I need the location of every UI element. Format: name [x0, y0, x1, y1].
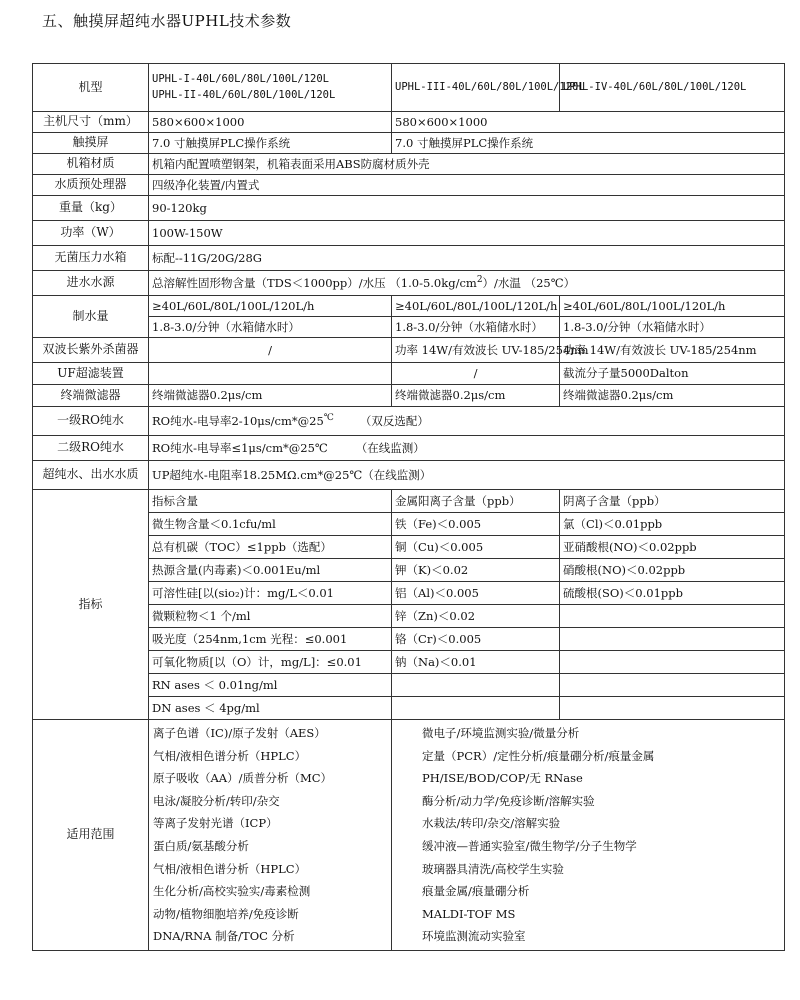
indicator-cell: 总有机碳（TOC）≤1ppb（选配） — [149, 536, 392, 559]
indicator-cell: RN ases ＜ 0.01ng/ml — [149, 674, 392, 697]
model-col1-line2: UPHL-II-40L/60L/80L/100L/120L — [152, 88, 336, 101]
ultra-label: 超纯水、出水水质 — [33, 461, 149, 490]
row-ro1 — [33, 407, 785, 436]
uf-col3: 截流分子量5000Dalton — [560, 363, 785, 385]
indicators-label: 指标 — [33, 490, 149, 720]
row-power — [33, 221, 785, 246]
application-item: 等离子发射光谱（ICP） — [153, 816, 278, 831]
indicator-cell — [392, 674, 560, 697]
case-value: 机箱内配置喷塑钢架，机箱表面采用ABS防腐材质外壳 — [149, 154, 785, 175]
touch-label: 触摸屏 — [33, 133, 149, 154]
indicator-cell: 硝酸根(NO)＜0.02ppb — [560, 559, 785, 582]
indicator-cell — [560, 674, 785, 697]
model-col2: UPHL-III-40L/60L/80L/100L/120L — [392, 64, 560, 112]
production-label: 制水量 — [33, 296, 149, 338]
application-item: MALDI-TOF MS — [422, 906, 516, 921]
application-item: 定量（PCR）/定性分析/痕量硼分析/痕量金属 — [422, 748, 655, 763]
row-ro2 — [33, 436, 785, 461]
uf-col2: / — [392, 363, 560, 385]
tank-value: 标配--11G/20G/28G — [149, 246, 785, 271]
row-pretreat — [33, 175, 785, 196]
indicator-cell: 钾（K)＜0.02 — [392, 559, 560, 582]
indicator-cell: 亚硝酸根(NO)＜0.02ppb — [560, 536, 785, 559]
indicator-cell: 铝（Al)＜0.005 — [392, 582, 560, 605]
application-item: 生化分析/高校实验实/毒素检测 — [153, 884, 311, 899]
uv-col2: 功率 14W/有效波长 UV-185/254nm — [392, 338, 560, 363]
row-case — [33, 154, 785, 175]
uv-col3: 功率 14W/有效波长 UV-185/254nm — [560, 338, 785, 363]
indicator-cell — [392, 697, 560, 720]
indicator-header-2: 金属阳离子含量（ppb） — [392, 490, 560, 513]
terminal-col3: 终端微滤器0.2μs/cm — [560, 385, 785, 407]
production-flow-3: ≥40L/60L/80L/100L/120L/h — [560, 296, 785, 317]
ro1-unit: ℃ — [323, 413, 334, 424]
applications-right — [392, 720, 785, 951]
application-item: 水栽法/转印/杂交/溶解实验 — [422, 816, 561, 831]
row-weight — [33, 196, 785, 221]
uv-label: 双波长紫外杀菌器 — [33, 338, 149, 363]
terminal-col2: 终端微滤器0.2μs/cm — [392, 385, 560, 407]
row-terminal — [33, 385, 785, 407]
spec-table — [32, 63, 785, 951]
row-production-flow — [33, 296, 785, 317]
terminal-col1: 终端微滤器0.2μs/cm — [149, 385, 392, 407]
indicator-cell: 铜（Cu)＜0.005 — [392, 536, 560, 559]
ro1-text: RO纯水-电导率2-10μs/cm*@25 — [152, 413, 324, 428]
ro2-label: 二级RO纯水 — [33, 436, 149, 461]
indicator-cell: 铬（Cr)＜0.005 — [392, 628, 560, 651]
row-uv — [33, 338, 785, 363]
application-item: 动物/植物细胞培养/免疫诊断 — [153, 906, 299, 921]
inlet-label: 进水水源 — [33, 271, 149, 296]
application-item: 离子色谱（IC)/原子发射（AES） — [153, 726, 326, 740]
application-item: 原子吸收（AA）/质普分析（MC） — [153, 771, 333, 786]
production-rate-3: 1.8-3.0/分钟（水箱储水时） — [560, 317, 785, 338]
page-title: 五、触摸屏超纯水器UPHL技术参数 — [42, 12, 292, 30]
model-label: 机型 — [33, 64, 149, 112]
indicator-cell: 吸光度（254nm,1cm 光程：≤0.001 — [149, 628, 392, 651]
model-col1 — [149, 64, 392, 112]
production-flow-2: ≥40L/60L/80L/100L/120L/h — [392, 296, 560, 317]
production-flow-1: ≥40L/60L/80L/100L/120L/h — [149, 296, 392, 317]
application-item: 酶分析/动力学/免疫诊断/溶解实验 — [422, 793, 595, 808]
ro1-label: 一级RO纯水 — [33, 407, 149, 436]
production-rate-1: 1.8-3.0/分钟（水箱储水时） — [149, 317, 392, 338]
application-item: 蛋白质/氨基酸分析 — [153, 838, 249, 853]
inlet-sup: 2 — [476, 275, 483, 286]
application-item: DNA/RNA 制备/TOC 分析 — [153, 929, 295, 944]
touch-col2: 7.0 寸触摸屏PLC操作系统 — [392, 133, 785, 154]
inlet-value-b: ）/水温 （25℃） — [482, 275, 576, 290]
indicator-cell — [560, 628, 785, 651]
case-label: 机箱材质 — [33, 154, 149, 175]
uf-label: UF超滤装置 — [33, 363, 149, 385]
row-touch — [33, 133, 785, 154]
application-item: 玻璃器具清洗/高校学生实验 — [422, 861, 564, 876]
model-col1-line1: UPHL-I-40L/60L/80L/100L/120L — [152, 73, 330, 86]
uf-col1 — [149, 363, 392, 385]
power-label: 功率（W） — [33, 221, 149, 246]
pretreat-label: 水质预处理器 — [33, 175, 149, 196]
application-item: 微电子/环境监测实验/微量分析 — [422, 726, 580, 740]
ro1-value — [149, 407, 785, 436]
indicator-cell: 钠（Na)＜0.01 — [392, 651, 560, 674]
indicator-cell: 热源含量(内毒素)＜0.001Eu/ml — [149, 559, 392, 582]
indicator-cell — [560, 697, 785, 720]
ro1-note: （双反选配） — [359, 413, 429, 428]
application-item: 电泳/凝胶分析/转印/杂交 — [153, 793, 280, 808]
indicator-cell: 锌（Zn)＜0.02 — [392, 605, 560, 628]
inlet-value — [149, 271, 785, 296]
indicator-header-1: 指标含量 — [149, 490, 392, 513]
power-value: 100W-150W — [149, 221, 785, 246]
terminal-label: 终端微滤器 — [33, 385, 149, 407]
pretreat-value: 四级净化装置/内置式 — [149, 175, 785, 196]
ultra-value: UP超纯水-电阻率18.25MΩ.cm*@25℃（在线监测） — [149, 461, 785, 490]
ro2-text: RO纯水-电导率≤1μs/cm*@25℃ — [152, 440, 328, 455]
model-col3: UPHL-IV-40L/60L/80L/100L/120L — [560, 64, 785, 112]
ro2-note: （在线监测） — [355, 440, 425, 455]
application-item: 环境监测流动实验室 — [422, 929, 526, 944]
weight-value: 90-120kg — [149, 196, 785, 221]
size-col1: 580×600×1000 — [149, 112, 392, 133]
uv-col1: / — [149, 338, 392, 363]
row-size — [33, 112, 785, 133]
application-item: 气相/液相色谱分析（HPLC） — [153, 861, 307, 876]
indicator-cell: 铁（Fe)＜0.005 — [392, 513, 560, 536]
indicator-cell: 微生物含量＜0.1cfu/ml — [149, 513, 392, 536]
weight-label: 重量（kg） — [33, 196, 149, 221]
application-item: 缓冲液—普通实验室/微生物学/分子生物学 — [422, 838, 637, 853]
production-rate-2: 1.8-3.0/分钟（水箱储水时） — [392, 317, 560, 338]
indicator-cell: 可氧化物质[以（O）计，mg/L]：≤0.01 — [149, 651, 392, 674]
application-item: 气相/液相色谱分析（HPLC） — [153, 748, 307, 763]
indicator-cell: 可溶性硅[以(sio₂)计：mg/L＜0.01 — [149, 582, 392, 605]
row-tank — [33, 246, 785, 271]
row-applications — [33, 720, 785, 951]
size-label: 主机尺寸（mm） — [33, 112, 149, 133]
ro2-value — [149, 436, 785, 461]
indicator-cell: 氯（Cl)＜0.01ppb — [560, 513, 785, 536]
indicator-cell: DN ases ＜ 4pg/ml — [149, 697, 392, 720]
indicator-cell: 硫酸根(SO)＜0.01ppb — [560, 582, 785, 605]
indicator-cell: 微颗粒物＜1 个/ml — [149, 605, 392, 628]
application-item: 痕量金属/痕量硼分析 — [422, 884, 530, 899]
inlet-value-a: 总溶解性固形物含量（TDS＜1000pp）/水压 （1.0-5.0kg/cm — [152, 275, 477, 290]
applications-left — [149, 720, 392, 951]
tank-label: 无菌压力水箱 — [33, 246, 149, 271]
indicator-cell — [560, 605, 785, 628]
indicator-cell — [560, 651, 785, 674]
size-col2: 580×600×1000 — [392, 112, 785, 133]
indicator-header-row — [33, 490, 785, 513]
indicator-header-3: 阴离子含量（ppb） — [560, 490, 785, 513]
application-item: PH/ISE/BOD/COP/无 RNase — [422, 771, 583, 786]
row-ultra — [33, 461, 785, 490]
touch-col1: 7.0 寸触摸屏PLC操作系统 — [149, 133, 392, 154]
applications-label: 适用范围 — [33, 720, 149, 951]
row-uf — [33, 363, 785, 385]
row-inlet — [33, 271, 785, 296]
row-model — [33, 64, 785, 112]
